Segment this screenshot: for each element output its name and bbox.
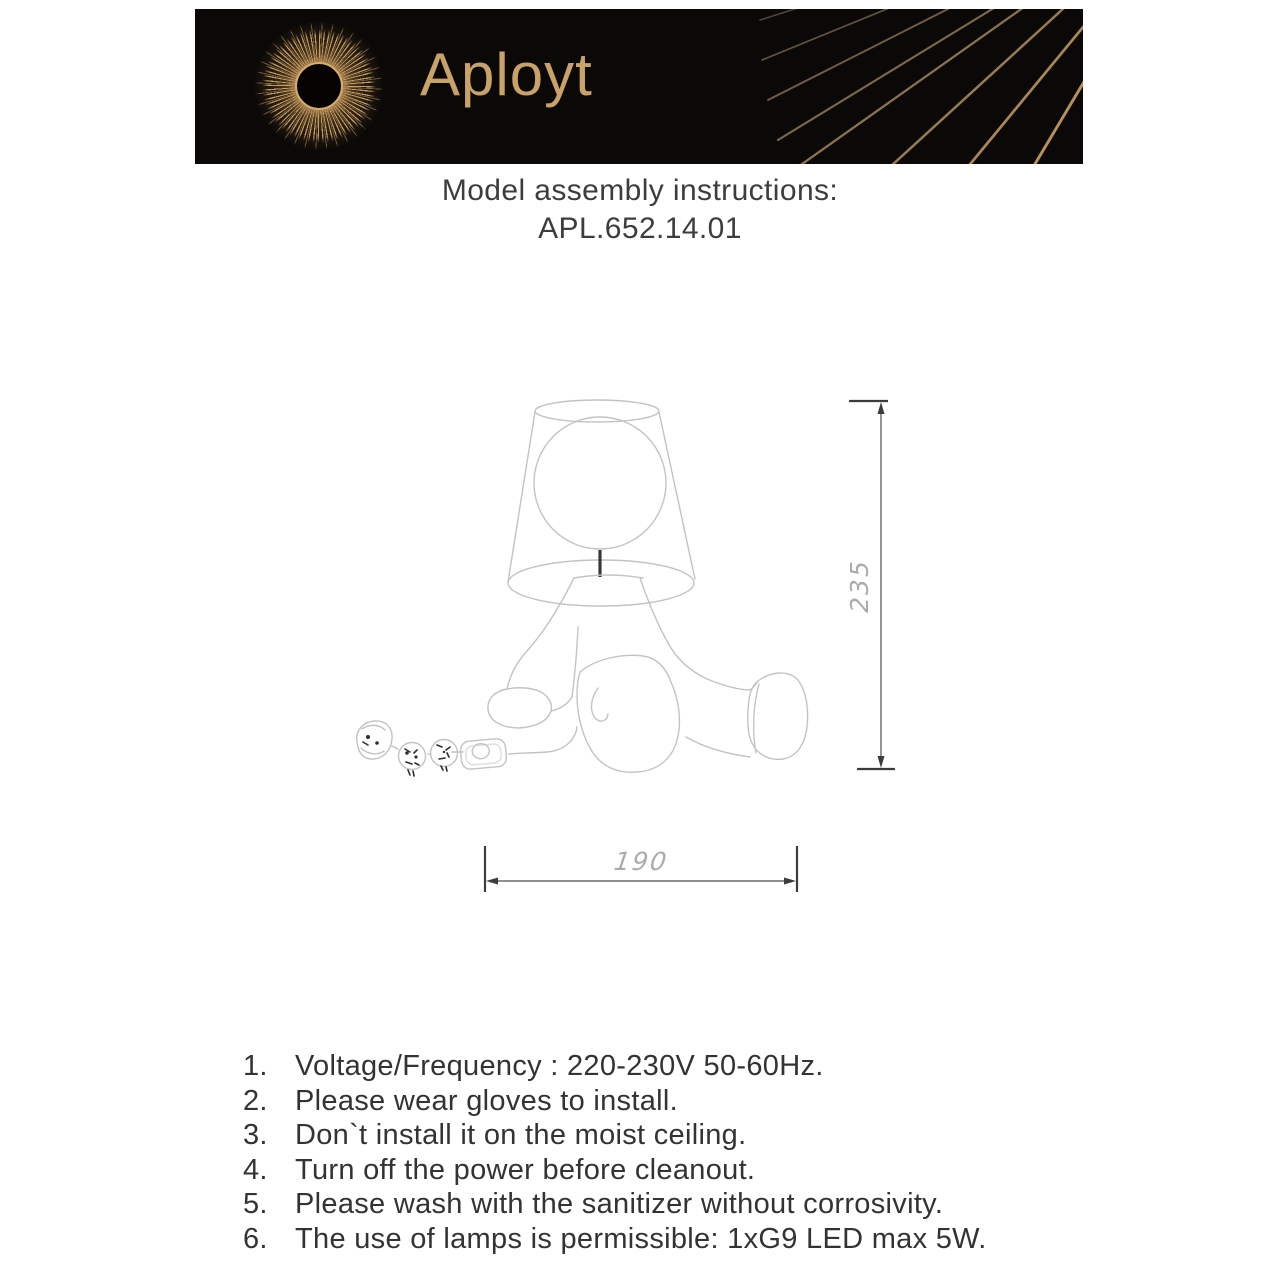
item-number: 1. [243, 1050, 268, 1082]
height-dimension [845, 401, 895, 769]
item-text: Turn off the power before cleanout. [295, 1153, 756, 1186]
instruction-item [0, 1153, 1280, 1188]
power-cord [392, 727, 577, 754]
item-number: 6. [243, 1222, 268, 1255]
item-number: 2. [243, 1084, 268, 1117]
height-label: 235 [845, 559, 874, 613]
item-number: 3. [243, 1119, 268, 1152]
item-text: Please wash with the sanitizer without corrosivity. [295, 1188, 944, 1221]
plug-part [431, 740, 458, 772]
title-block [0, 172, 1280, 248]
instruction-item [0, 1222, 1280, 1257]
lamp-shade [508, 400, 695, 606]
item-text: Please wear gloves to install. [295, 1084, 678, 1117]
plug-part [399, 743, 426, 777]
item-text: Voltage/Frequency : 220-230V 50-60Hz. [295, 1050, 824, 1082]
figure-body [488, 575, 808, 772]
brand-header [195, 9, 1083, 164]
item-number: 4. [243, 1153, 268, 1186]
brand-logotype: Aployt [420, 41, 593, 108]
instruction-list [0, 1049, 1280, 1257]
item-text: The use of lamps is permissible: 1xG9 LED max 5W. [295, 1222, 987, 1255]
instruction-item [0, 1084, 1280, 1119]
gold-rays-decoration [195, 9, 1083, 164]
page-title: Model assembly instructions: [441, 174, 839, 207]
inline-switch [460, 738, 507, 770]
width-label: 190 [612, 847, 671, 876]
item-number: 5. [243, 1188, 268, 1221]
instruction-item [0, 1118, 1280, 1153]
power-plug [357, 721, 392, 759]
width-dimension [485, 846, 797, 892]
item-text: Don`t install it on the moist ceiling. [295, 1119, 747, 1152]
instruction-item [0, 1187, 1280, 1222]
lamp-bulb-head [534, 417, 666, 549]
instruction-item [0, 1049, 1280, 1084]
model-code: APL.652.14.01 [538, 212, 742, 245]
